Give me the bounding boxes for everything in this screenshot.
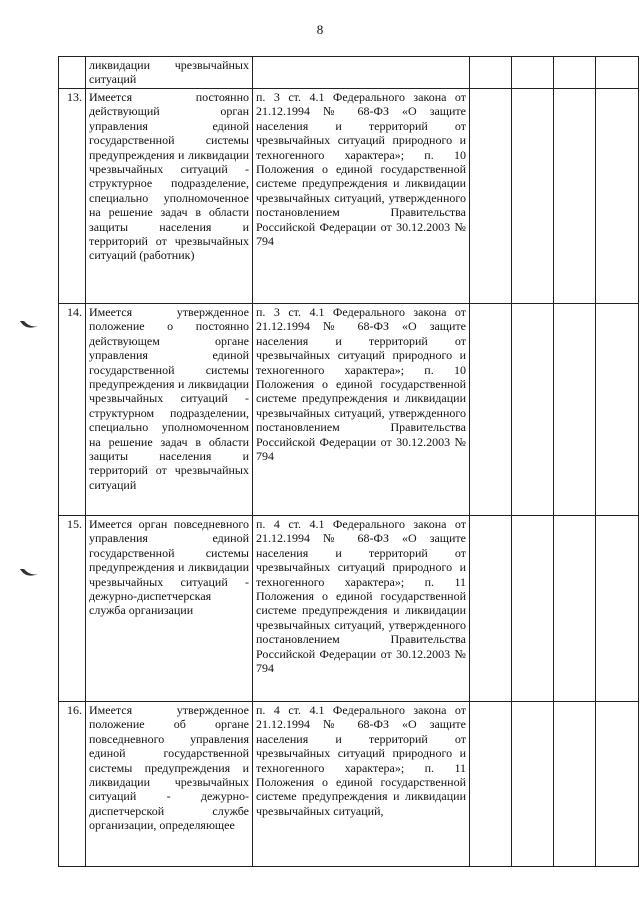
answer-cell-na[interactable] xyxy=(554,89,596,304)
answer-cell-na[interactable] xyxy=(554,57,596,89)
legal-reference-cell: п. 3 ст. 4.1 Федерального закона от 21.12.1994 № 68-ФЗ «О защите населения и территорий от чрезвычайных ситуаций природного и техногенного характера»; п. 10 Положения о единой государственной системе предупреждения и ликвидации чрезвычайных ситуаций, утвержденного постановлением Правительства Российской Федерации от 30.12.2003 № 794 xyxy=(253,304,470,516)
answer-cell-no[interactable] xyxy=(512,57,554,89)
question-cell: Имеется утвержденное положение об органе повседневного управления единой государственной системы предупреждения и ликвидации чрезвычайных ситуаций - дежурно-диспетчерской службе организации, определяющее xyxy=(86,702,253,867)
row-number: 14. xyxy=(59,304,86,516)
table-row xyxy=(59,57,639,89)
notes-cell[interactable] xyxy=(596,516,639,702)
question-cell: ликвидации чрезвычайных ситуаций xyxy=(86,57,253,89)
answer-cell-na[interactable] xyxy=(554,304,596,516)
legal-reference-cell: п. 3 ст. 4.1 Федерального закона от 21.12.1994 № 68-ФЗ «О защите населения и территорий от чрезвычайных ситуаций природного и техногенного характера»; п. 10 Положения о единой государственной системе предупреждения и ликвидации чрезвычайных ситуаций, утвержденного постановлением Правительства Российской Федерации от 30.12.2003 № 794 xyxy=(253,89,470,304)
answer-cell-yes[interactable] xyxy=(470,702,512,867)
answer-cell-yes[interactable] xyxy=(470,57,512,89)
answer-cell-yes[interactable] xyxy=(470,516,512,702)
legal-reference-cell: п. 4 ст. 4.1 Федерального закона от 21.12.1994 № 68-ФЗ «О защите населения и территорий от чрезвычайных ситуаций природного и техногенного характера»; п. 11 Положения о единой государственной системе предупреждения и ликвидации чрезвычайных ситуаций, утвержденного постановлением Правительства Российской Федерации от 30.12.2003 № 794 xyxy=(253,516,470,702)
row-number: 16. xyxy=(59,702,86,867)
notes-cell[interactable] xyxy=(596,304,639,516)
answer-cell-no[interactable] xyxy=(512,89,554,304)
punch-hole-mark xyxy=(18,318,40,332)
table-row xyxy=(59,89,639,304)
row-number: 15. xyxy=(59,516,86,702)
notes-cell[interactable] xyxy=(596,702,639,867)
table-row xyxy=(59,304,639,516)
answer-cell-yes[interactable] xyxy=(470,89,512,304)
question-cell: Имеется утвержденное положение о постоянно действующем органе управления единой государственной системы предупреждения и ликвидации чрезвычайных ситуаций - структурном подразделении, специально уполномоченном на решение задач в области защиты населения и территорий от чрезвычайных ситуаций xyxy=(86,304,253,516)
punch-hole-mark xyxy=(18,566,40,580)
question-cell: Имеется постоянно действующий орган управления единой государственной системы предупреждения и ликвидации чрезвычайных ситуаций - структурное подразделение, специально уполномоченное на решение задач в области защиты населения и территорий от чрезвычайных ситуаций (работник) xyxy=(86,89,253,304)
answer-cell-no[interactable] xyxy=(512,304,554,516)
question-cell: Имеется орган повседневного управления единой государственной системы предупреждения и ликвидации чрезвычайных ситуаций - дежурно-диспетчерская служба организации xyxy=(86,516,253,702)
checklist-table xyxy=(58,56,639,867)
answer-cell-no[interactable] xyxy=(512,516,554,702)
notes-cell[interactable] xyxy=(596,89,639,304)
answer-cell-yes[interactable] xyxy=(470,304,512,516)
answer-cell-na[interactable] xyxy=(554,516,596,702)
table-row xyxy=(59,516,639,702)
page-number: 8 xyxy=(316,22,324,37)
row-number xyxy=(59,57,86,89)
legal-reference-cell xyxy=(253,57,470,89)
notes-cell[interactable] xyxy=(596,57,639,89)
row-number: 13. xyxy=(59,89,86,304)
answer-cell-no[interactable] xyxy=(512,702,554,867)
legal-reference-cell: п. 4 ст. 4.1 Федерального закона от 21.12.1994 № 68-ФЗ «О защите населения и территорий от чрезвычайных ситуаций природного и техногенного характера»; п. 11 Положения о единой государственной системе предупреждения и ликвидации чрезвычайных ситуаций, xyxy=(253,702,470,867)
table-row xyxy=(59,702,639,867)
answer-cell-na[interactable] xyxy=(554,702,596,867)
